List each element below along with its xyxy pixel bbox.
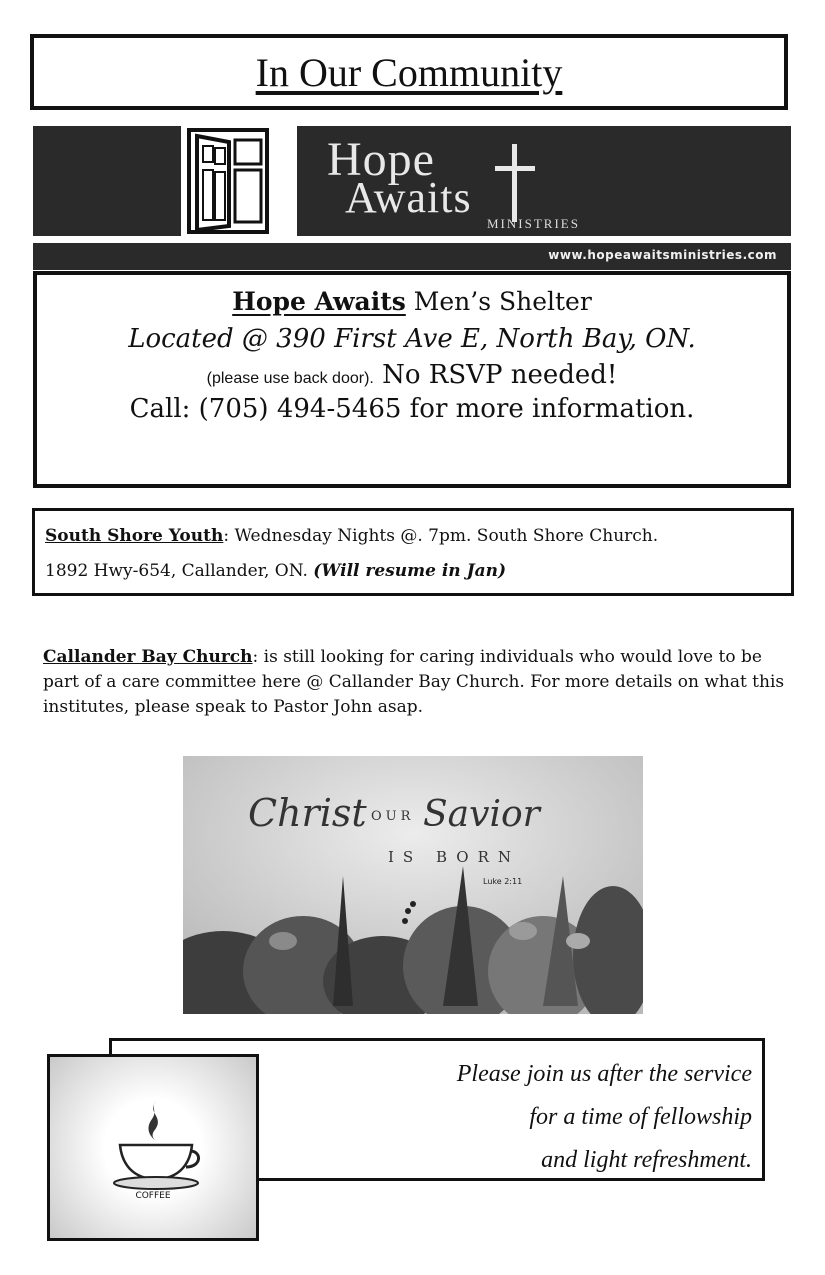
cross-icon bbox=[495, 144, 535, 224]
page-title: In Our Community bbox=[255, 49, 563, 95]
door-logo-icon bbox=[181, 126, 291, 236]
fellowship-line: and light refreshment. bbox=[541, 1147, 752, 1173]
banner-url-bar bbox=[33, 243, 791, 270]
christ-text: Christ bbox=[248, 791, 367, 835]
our-text: OUR bbox=[371, 809, 415, 824]
youth-box bbox=[32, 508, 794, 596]
coffee-cup-icon bbox=[106, 1093, 206, 1193]
youth-resume: (Will resume in Jan) bbox=[313, 561, 507, 581]
youth-line-1 bbox=[45, 519, 781, 554]
door-note: (please use back door). bbox=[206, 370, 374, 387]
verse-text: Luke 2:11 bbox=[483, 877, 523, 886]
logo-hope: Hope bbox=[327, 133, 435, 186]
website-link[interactable]: www.hopeawaitsministries.com bbox=[548, 248, 777, 262]
youth-name: South Shore Youth bbox=[45, 526, 224, 546]
callander-text: : is still looking for caring individuals who would love to be part of a care committee here @ Callander Bay Church. For more details on what this institutes, please speak to Pastor John asap. bbox=[43, 647, 785, 717]
youth-line-2 bbox=[45, 554, 781, 589]
savior-text: Savior bbox=[423, 794, 540, 835]
coffee-image bbox=[47, 1054, 259, 1241]
hope-awaits-banner bbox=[33, 126, 791, 270]
fellowship-text bbox=[457, 1053, 752, 1182]
callander-name: Callander Bay Church bbox=[43, 647, 253, 667]
is-born-text: IS BORN bbox=[388, 848, 520, 866]
fellowship-line: for a time of fellowship bbox=[529, 1104, 752, 1130]
logo-text bbox=[297, 126, 791, 236]
shelter-rsvp-line bbox=[37, 360, 787, 390]
youth-details: : Wednesday Nights @. 7pm. South Shore Church. bbox=[223, 526, 659, 546]
shelter-location: Located @ 390 First Ave E, North Bay, ON. bbox=[128, 324, 696, 354]
shelter-title bbox=[37, 287, 787, 316]
callander-notice bbox=[43, 645, 788, 720]
shelter-name-suffix: Men’s Shelter bbox=[405, 287, 592, 316]
shelter-phone: Call: (705) 494-5465 for more information. bbox=[129, 394, 695, 424]
christmas-image bbox=[183, 756, 643, 1014]
banner-top bbox=[33, 126, 791, 236]
coffee-label: COFFEE bbox=[135, 1191, 171, 1201]
youth-address: 1892 Hwy-654, Callander, ON. bbox=[45, 561, 314, 581]
shelter-name: Hope Awaits bbox=[232, 287, 406, 316]
shelter-box bbox=[33, 271, 791, 488]
fellowship-line: Please join us after the service bbox=[456, 1061, 752, 1087]
logo-awaits: Awaits bbox=[345, 173, 472, 222]
logo-ministries: MINISTRIES bbox=[487, 216, 580, 231]
rsvp-note: No RSVP needed! bbox=[373, 360, 618, 390]
title-box bbox=[30, 34, 788, 110]
